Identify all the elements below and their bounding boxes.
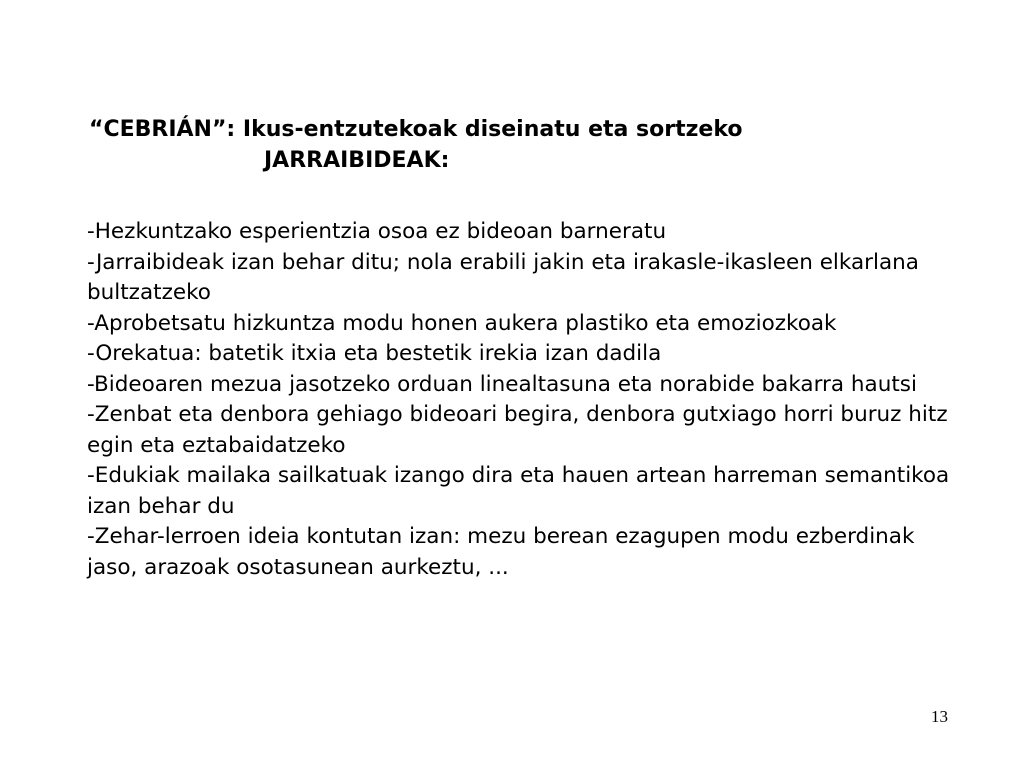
title-line-1: “CEBRIÁN”: Ikus-entzutekoak diseinatu eta sortzeko [89,117,743,142]
bullet-item-2: -Jarraibideak izan behar ditu; nola erabili jakin eta irakasle-ikasleen elkarlana bultzatzeko [87,249,919,305]
bullet-item-6: -Zenbat eta denbora gehiago bideoari begira, denbora gutxiago horri buruz hitz egin eta eztabaidatzeko [87,402,948,458]
bullet-item-5: -Bideoaren mezua jasotzeko orduan linealtasuna eta norabide bakarra hautsi [87,371,917,397]
bullet-item-1: -Hezkuntzako esperientzia osoa ez bideoan barneratu [87,219,667,244]
bullet-item-8: -Zehar-lerroen ideia kontutan izan: mezu berean ezagupen modu ezberdinak jaso, arazoak osotasunean aurkeztu, ... [87,524,915,580]
bullet-item-7: -Edukiak mailaka sailkatuak izango dira eta hauen artean harreman semantikoa izan behar du [87,463,950,519]
page-number: 13 [931,707,948,726]
slide-title [89,114,989,176]
bullet-list [87,217,967,583]
bullet-item-4: -Orekatua: batetik itxia eta bestetik irekia izan dadila [87,341,662,366]
bullet-item-3: -Aprobetsatu hizkuntza modu honen aukera plastiko eta emoziozkoak [87,310,837,336]
title-line-2: JARRAIBIDEAK: [264,148,450,173]
